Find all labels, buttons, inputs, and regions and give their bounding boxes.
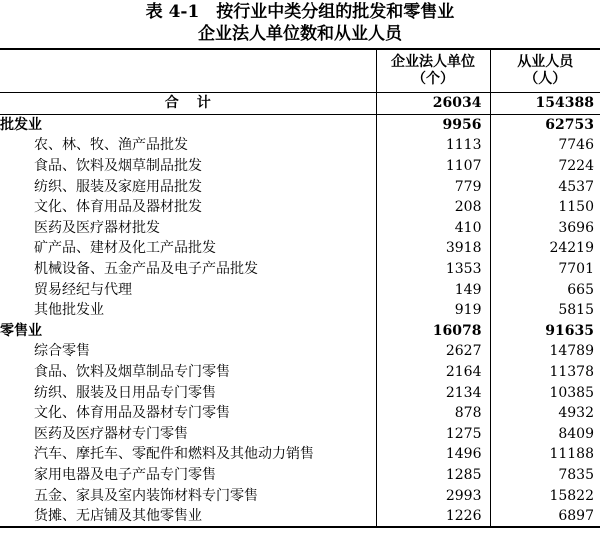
row-employees: 3696 xyxy=(490,218,600,239)
wholesale-row xyxy=(0,114,600,135)
total-employees: 154388 xyxy=(490,93,600,115)
row-label: 五金、家具及室内装饰材料专门零售 xyxy=(0,485,376,506)
table-row xyxy=(0,197,600,218)
row-label: 家用电器及电子产品专门零售 xyxy=(0,465,376,486)
row-label: 医药及医疗器材批发 xyxy=(0,218,376,239)
header-employees-unit: （人） xyxy=(491,71,600,88)
row-employees: 5815 xyxy=(490,300,600,321)
header-employees xyxy=(490,49,600,93)
row-label: 纺织、服装及日用品专门零售 xyxy=(0,382,376,403)
row-units: 779 xyxy=(376,176,490,197)
table-header-row xyxy=(0,49,600,93)
table-row xyxy=(0,156,600,177)
row-units: 1226 xyxy=(376,506,490,528)
row-label: 汽车、摩托车、零配件和燃料及其他动力销售 xyxy=(0,444,376,465)
row-employees: 11188 xyxy=(490,444,600,465)
header-units xyxy=(376,49,490,93)
wholesale-label: 批发业 xyxy=(0,114,376,135)
table-row xyxy=(0,444,600,465)
table-row xyxy=(0,506,600,528)
header-category xyxy=(0,49,376,93)
row-units: 3918 xyxy=(376,238,490,259)
row-units: 919 xyxy=(376,300,490,321)
row-employees: 7746 xyxy=(490,135,600,156)
row-units: 2134 xyxy=(376,382,490,403)
row-employees: 665 xyxy=(490,279,600,300)
row-units: 1285 xyxy=(376,465,490,486)
retail-row xyxy=(0,321,600,342)
row-label: 农、林、牧、渔产品批发 xyxy=(0,135,376,156)
row-employees: 11378 xyxy=(490,362,600,383)
table-row xyxy=(0,362,600,383)
table-title-line2: 企业法人单位数和从业人员 xyxy=(0,23,600,45)
row-employees: 15822 xyxy=(490,485,600,506)
row-label: 机械设备、五金产品及电子产品批发 xyxy=(0,259,376,280)
row-label: 医药及医疗器材专门零售 xyxy=(0,424,376,445)
row-label: 食品、饮料及烟草制品专门零售 xyxy=(0,362,376,383)
table-row xyxy=(0,218,600,239)
retail-label: 零售业 xyxy=(0,321,376,342)
row-employees: 4932 xyxy=(490,403,600,424)
row-units: 2164 xyxy=(376,362,490,383)
table-row xyxy=(0,238,600,259)
row-units: 1113 xyxy=(376,135,490,156)
table-row xyxy=(0,176,600,197)
row-units: 2627 xyxy=(376,341,490,362)
row-employees: 1150 xyxy=(490,197,600,218)
header-employees-label: 从业人员 xyxy=(491,54,600,71)
row-units: 410 xyxy=(376,218,490,239)
row-employees: 7224 xyxy=(490,156,600,177)
row-employees: 10385 xyxy=(490,382,600,403)
table-row xyxy=(0,403,600,424)
row-employees: 6897 xyxy=(490,506,600,528)
header-units-label: 企业法人单位 xyxy=(377,54,490,71)
row-label: 其他批发业 xyxy=(0,300,376,321)
row-label: 矿产品、建材及化工产品批发 xyxy=(0,238,376,259)
row-label: 货摊、无店铺及其他零售业 xyxy=(0,506,376,528)
table-row xyxy=(0,279,600,300)
table-row xyxy=(0,485,600,506)
table-row xyxy=(0,135,600,156)
row-label: 纺织、服装及家庭用品批发 xyxy=(0,176,376,197)
retail-employees: 91635 xyxy=(490,321,600,342)
row-units: 1353 xyxy=(376,259,490,280)
row-label: 食品、饮料及烟草制品批发 xyxy=(0,156,376,177)
total-units: 26034 xyxy=(376,93,490,115)
table-title-line1: 表 4-1 按行业中类分组的批发和零售业 xyxy=(0,1,600,23)
header-units-unit: （个） xyxy=(377,71,490,88)
row-units: 208 xyxy=(376,197,490,218)
row-units: 1107 xyxy=(376,156,490,177)
row-label: 贸易经纪与代理 xyxy=(0,279,376,300)
row-employees: 8409 xyxy=(490,424,600,445)
retail-units: 16078 xyxy=(376,321,490,342)
row-label: 文化、体育用品及器材专门零售 xyxy=(0,403,376,424)
row-units: 2993 xyxy=(376,485,490,506)
row-units: 878 xyxy=(376,403,490,424)
table-row xyxy=(0,300,600,321)
row-employees: 14789 xyxy=(490,341,600,362)
table-row xyxy=(0,465,600,486)
row-employees: 7701 xyxy=(490,259,600,280)
table-row xyxy=(0,382,600,403)
table-row xyxy=(0,424,600,445)
row-employees: 4537 xyxy=(490,176,600,197)
row-units: 1275 xyxy=(376,424,490,445)
total-label: 合计 xyxy=(0,93,376,115)
wholesale-employees: 62753 xyxy=(490,114,600,135)
table-row xyxy=(0,259,600,280)
row-employees: 7835 xyxy=(490,465,600,486)
row-units: 1496 xyxy=(376,444,490,465)
table-row xyxy=(0,341,600,362)
row-employees: 24219 xyxy=(490,238,600,259)
total-row xyxy=(0,93,600,115)
row-label: 综合零售 xyxy=(0,341,376,362)
row-label: 文化、体育用品及器材批发 xyxy=(0,197,376,218)
statistics-table xyxy=(0,48,600,528)
wholesale-units: 9956 xyxy=(376,114,490,135)
row-units: 149 xyxy=(376,279,490,300)
